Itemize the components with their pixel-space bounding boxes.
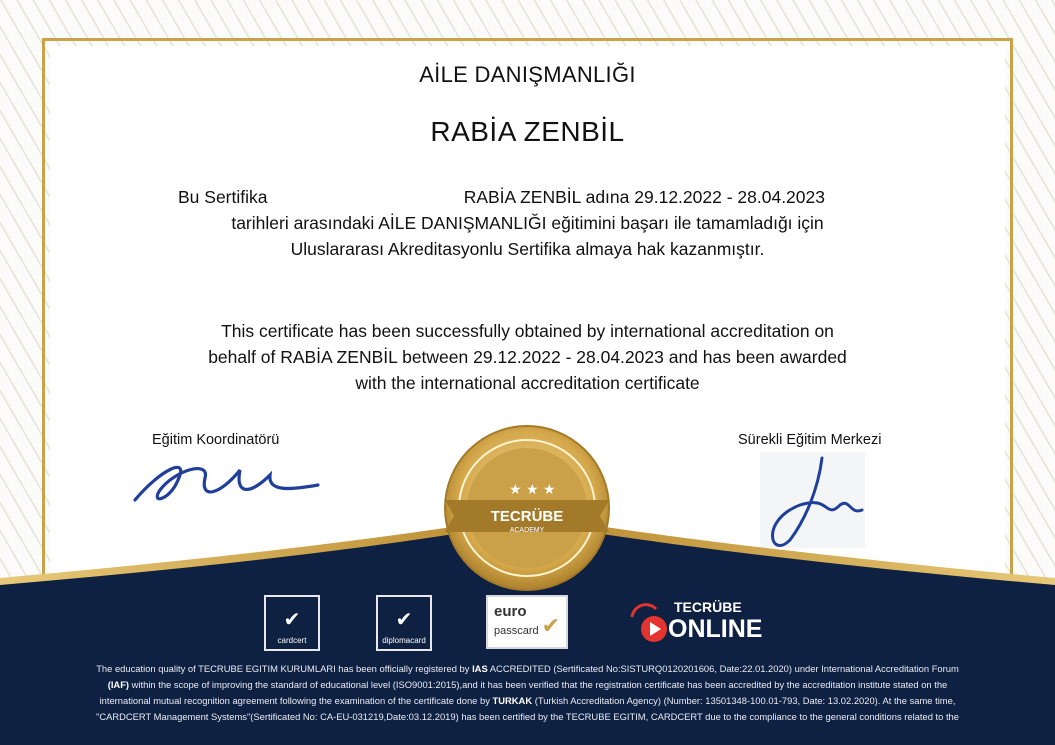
right-signature-label: Sürekli Eğitim Merkezi <box>738 432 882 448</box>
turkish-course: AİLE DANIŞMANLIĞI <box>378 213 547 233</box>
footer-l2-b: within the scope of improving the standard of educational level (ISO9001:2015),and it has been verified that the registration certificate has been accredited by the accreditation institute stated on the <box>129 679 948 690</box>
footer-line-2 <box>14 677 1041 693</box>
tecrube-seal <box>445 426 609 590</box>
check-badge-icon: ✔ <box>283 609 301 631</box>
footer-turkak: TURKAK <box>492 695 533 706</box>
left-signature <box>135 467 318 500</box>
english-line2-suffix: and has been awarded <box>663 347 847 367</box>
accreditation-footer <box>14 661 1041 725</box>
english-line-3: with the international accreditation certificate <box>355 373 700 393</box>
cardcert-logo <box>264 595 320 651</box>
online-logo-graphic <box>626 595 776 645</box>
online-top-label: TECRÜBE <box>674 599 742 615</box>
euro-label: euro <box>494 603 527 620</box>
english-dates: 29.12.2022 - 28.04.2023 <box>473 347 664 367</box>
diplomacard-label: diplomacard <box>382 636 426 645</box>
footer-line-3 <box>14 693 1041 709</box>
left-signature-label: Eğitim Koordinatörü <box>152 432 280 448</box>
footer-l1-b: ACCREDITED (Sertificated No:SISTURQ0120201606, Date:22.01.2020) under International Accreditation Forum <box>487 663 959 674</box>
cardcert-label: cardcert <box>277 636 307 645</box>
english-line-1: This certificate has been successfully obtained by international accreditation on <box>221 321 834 341</box>
footer-l3-a: international mutual recognition agreement following the examination of the certificate done by <box>99 695 493 706</box>
footer-ias: IAS <box>472 663 488 674</box>
seal-sub: ACADEMY <box>509 527 545 534</box>
online-bottom-label: ONLINE <box>668 615 763 643</box>
turkish-line2-suffix: eğitimini başarı ile tamamladığı için <box>546 213 824 233</box>
check-icon: ✔ <box>541 613 560 638</box>
europasscard-logo <box>486 595 568 649</box>
turkish-dates: 29.12.2022 - 28.04.2023 <box>634 187 825 207</box>
turkish-name: RABİA ZENBİL <box>463 187 581 207</box>
diplomacard-logo <box>376 595 432 651</box>
seal-brand: TECRÜBE <box>490 508 564 525</box>
recipient-name: RABİA ZENBİL <box>430 116 625 147</box>
turkish-line2-prefix: tarihleri arasındaki <box>231 213 379 233</box>
check-badge-icon: ✔ <box>395 609 413 631</box>
footer-l1-a: The education quality of TECRUBE EGITIM KURUMLARI has been officially registered by <box>96 663 473 674</box>
english-name: RABİA ZENBİL <box>280 347 398 367</box>
turkish-prefix: Bu Sertifika <box>178 187 268 207</box>
footer-iaf: (IAF) <box>107 679 130 690</box>
english-mid: between <box>397 347 474 367</box>
turkish-mid: adına <box>580 187 635 207</box>
english-line2-prefix: behalf of <box>208 347 281 367</box>
course-title: AİLE DANIŞMANLIĞI <box>419 62 636 87</box>
footer-l3-b: (Turkish Accreditation Agency) (Number: 13501348-100.01-793, Date: 13.02.2020). At the same time, <box>532 695 956 706</box>
footer-line-4: "CARDCERT Management Systems"(Sertificated No: CA-EU-031219,Date:03.12.2019) has been certified by the TECRUBE EGITIM, CARDCERT due to the compliance to the general conditions related to the <box>96 711 959 722</box>
passcard-label: passcard <box>494 625 539 637</box>
tecrube-online-logo <box>626 595 776 645</box>
footer-line-1 <box>14 661 1041 677</box>
svg-text:★ ★ ★: ★ ★ ★ <box>509 482 556 498</box>
turkish-line-3: Uluslararası Akreditasyonlu Sertifika almaya hak kazanmıştır. <box>290 239 765 259</box>
